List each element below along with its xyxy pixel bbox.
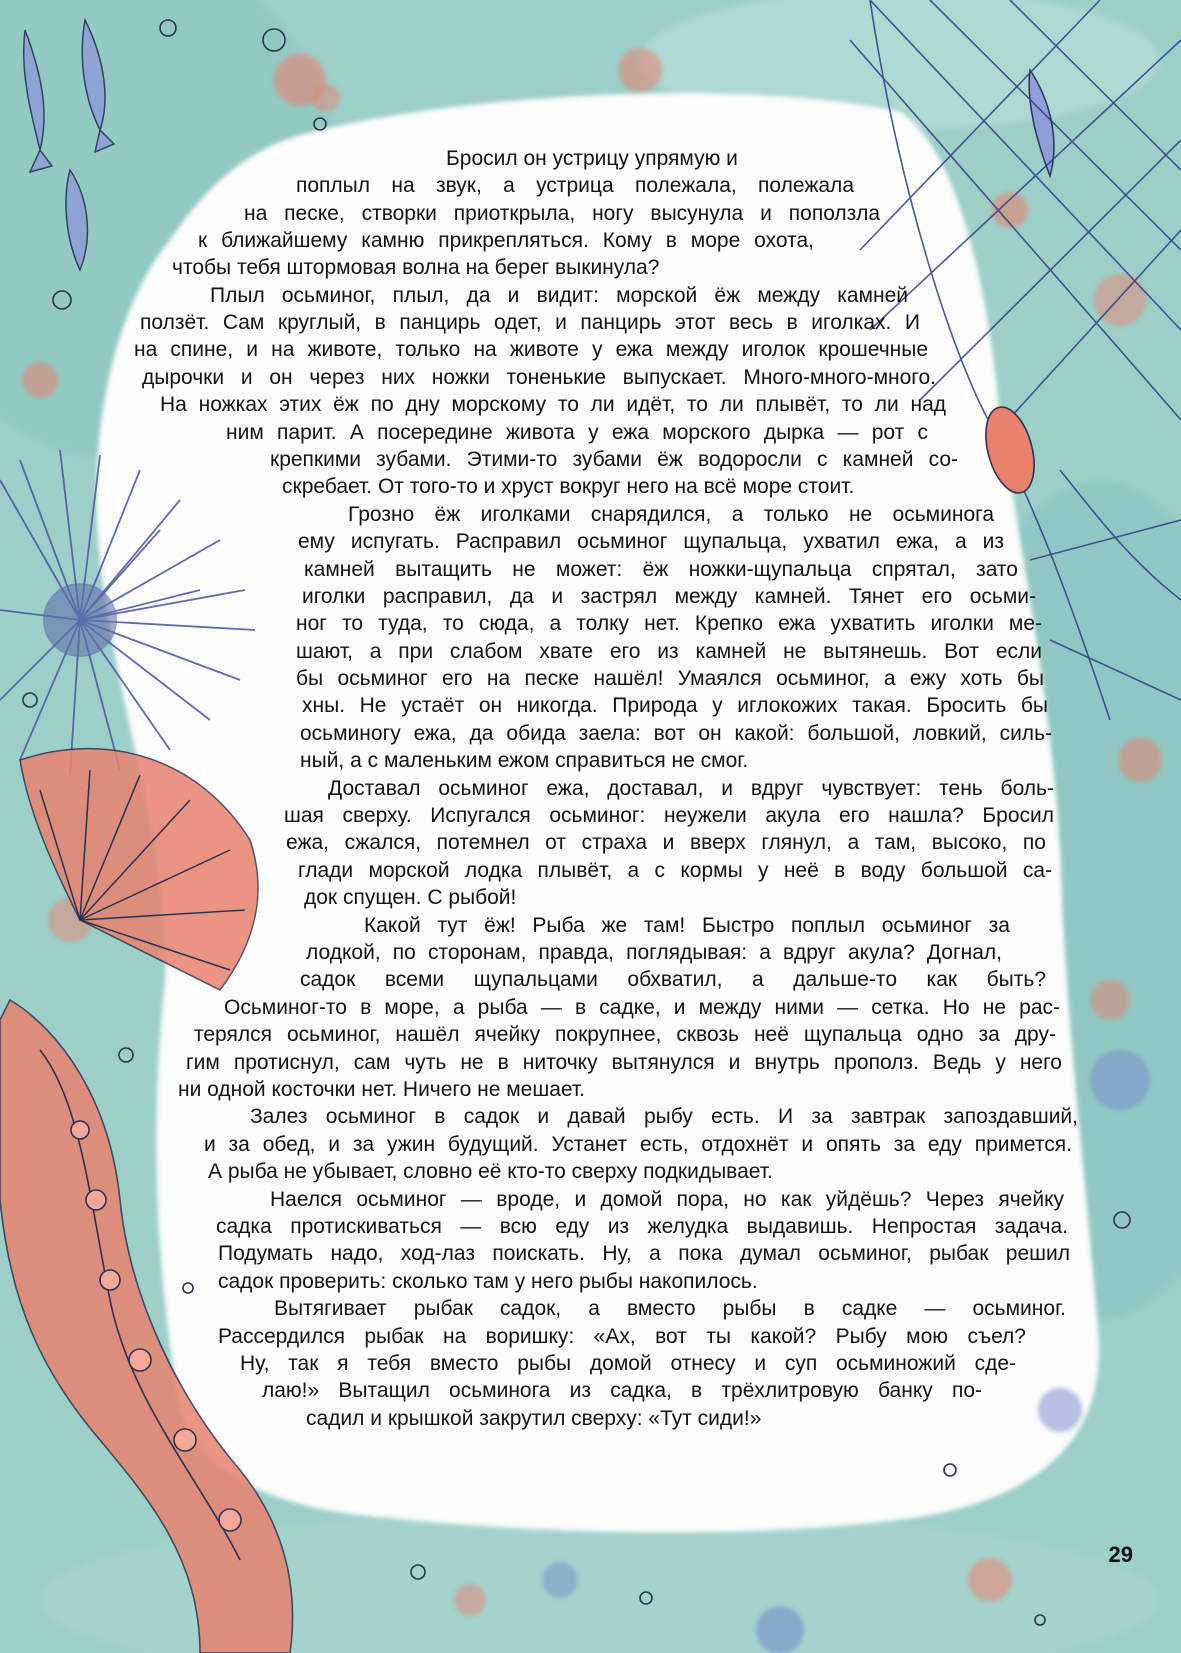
text-line: ни одной косточки нет. Ничего не мешает.	[178, 1078, 585, 1101]
text-line: Доставал осьминог ежа, доставал, и вдруг чувствует: тень боль-	[328, 777, 1054, 800]
text-line: Ну, так я тебя вместо рыбы домой отнесу и суп осьминожий сде-	[240, 1352, 1016, 1375]
text-line: шают, а при слабом хвате его из камней не вытянешь. Вот если	[296, 640, 1042, 663]
text-line: дырочки и он через них ножки тоненькие выпускает. Много-много-много.	[142, 366, 936, 389]
text-line: крепкими зубами. Этими-то зубами ёж водоросли с камней со-	[270, 448, 958, 471]
text-line: Наелся осьминог — вроде, и домой пора, но как уйдёшь? Через ячейку	[270, 1188, 1064, 1211]
text-line: глади морской лодка плывёт, а с кормы у неё в воду большой са-	[298, 859, 1052, 882]
text-line: ему испугать. Расправил осьминог щупальца, ухватил ежа, а из	[298, 530, 1004, 553]
text-line: ежа, сжался, потемнел от страха и вверх глянул, а там, высоко, по	[286, 831, 1046, 854]
text-line: чтобы тебя штормовая волна на берег выкинула?	[172, 256, 660, 279]
text-line: Осьминог-то в море, а рыба — в садке, и между ними — сетка. Но не рас-	[224, 996, 1060, 1019]
text-line: Подумать надо, ход-лаз поискать. Ну, а пока думал осьминог, рыбак решил	[218, 1242, 1070, 1265]
text-line: ним парит. А посередине живота у ежа морского дырка — рот с	[226, 421, 928, 444]
text-line: осьминогу ежа, да обида заела: вот он какой: большой, ловкий, силь-	[300, 722, 1052, 745]
text-line: бы осьминог его на песке нашёл! Умаялся осьминог, а ежу хоть бы	[296, 667, 1044, 690]
text-line: Плыл осьминог, плыл, да и видит: морской ёж между камней	[210, 284, 908, 307]
text-line: шая сверху. Испугался осьминог: неужели акула его нашла? Бросил	[284, 804, 1054, 827]
text-line: садка протискиваться — всю еду из желудка выдавишь. Непростая задача.	[216, 1215, 1068, 1238]
text-line: Бросил он устрицу упрямую и	[446, 147, 738, 170]
text-line: лодкой, по сторонам, правда, поглядывая: а вдруг акула? Догнал,	[306, 941, 1002, 964]
text-line: ног то туда, то сюда, а толку нет. Крепко ежа ухватить иголки ме-	[296, 612, 1042, 635]
text-line: док спущен. С рыбой!	[304, 886, 517, 909]
text-line: хны. Не устаёт он никогда. Природа у иглокожих такая. Бросить бы	[302, 694, 1048, 717]
text-line: садил и крышкой закрутил сверху: «Тут сиди!»	[306, 1407, 762, 1430]
text-line: Рассердился рыбак на воришку: «Ах, вот ты какой? Рыбу мою съел?	[218, 1325, 1026, 1348]
text-line: А рыба не убывает, словно её кто-то сверху подкидывает.	[208, 1160, 773, 1183]
text-line: На ножках этих ёж по дну морскому то ли идёт, то ли плывёт, то ли над	[160, 393, 946, 416]
text-line: Какой тут ёж! Рыба же там! Быстро поплыл осьминог за	[364, 914, 1010, 937]
text-line: лаю!» Вытащил осьминога из садка, в трёхлитровую банку по-	[262, 1379, 982, 1402]
text-line: Грозно ёж иголками снарядился, а только не осьминога	[348, 503, 994, 526]
text-line: поплыл на звук, а устрица полежала, полежала	[296, 174, 854, 197]
text-line: гим протиснул, сам чуть не в ниточку вытянулся и внутрь прополз. Ведь у него	[186, 1051, 1062, 1074]
text-line: садок всеми щупальцами обхватил, а дальше-то как быть?	[300, 968, 1046, 991]
text-line: иголки расправил, да и застрял между камней. Тянет его осьми-	[302, 585, 1036, 608]
text-line: ный, а с маленьким ежом справиться не смог.	[300, 749, 749, 772]
text-line: Вытягивает рыбак садок, а вместо рыбы в садке — осьминог.	[274, 1297, 1066, 1320]
text-line: Залез осьминог в садок и давай рыбу есть. И за завтрак запоздавший,	[250, 1105, 1078, 1128]
text-line: скребает. От того-то и хруст вокруг него на всё море стоит.	[282, 475, 855, 498]
text-line: камней вытащить не может: ёж ножки-щупальца спрятал, зато	[304, 558, 1018, 581]
text-line: садок проверить: сколько там у него рыбы накопилось.	[218, 1270, 758, 1293]
text-line: к ближайшему камню прикрепляться. Кому в море охота,	[198, 229, 814, 252]
page-number: 29	[1108, 1542, 1133, 1567]
text-line: терялся осьминог, нашёл ячейку покрупнее, сквозь неё щупальца одно за дру-	[194, 1023, 1056, 1046]
text-line: на песке, створки приоткрыла, ногу высунула и поползла	[244, 202, 880, 225]
text-line: ползёт. Сам круглый, в панцирь одет, и панцирь этот весь в иголках. И	[140, 311, 920, 334]
text-line: на спине, и на животе, только на животе у ежа между иголок крошечные	[134, 338, 928, 361]
text-line: и за обед, и за ужин будущий. Устанет есть, отдохнёт и опять за еду примется.	[204, 1133, 1072, 1156]
